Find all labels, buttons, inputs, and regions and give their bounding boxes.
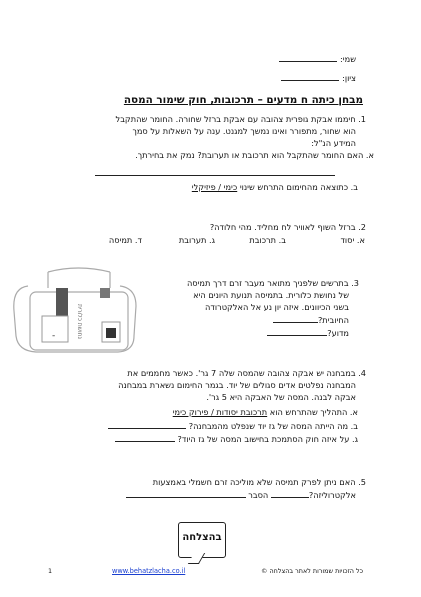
grade-field — [281, 71, 356, 84]
page-number: 1 — [48, 567, 53, 575]
q3-line-3: בשני הכיוונים. איזה יון נע אל האלקטרודה — [205, 302, 349, 312]
q4a-letter: א. — [349, 407, 358, 417]
q3-positive-label: החיובית? — [317, 315, 349, 325]
q4b — [108, 419, 358, 432]
q5-line-2: אלקטרוליזה? — [308, 490, 356, 500]
question-5 — [126, 476, 366, 501]
q1b-options[interactable]: כימי / פיזיקלי — [191, 182, 238, 192]
logo-tail — [188, 553, 205, 564]
page-title: מבחן כיתה ח מדעים – תרכובות, חוק שימור המסה — [123, 94, 363, 106]
figure-label: נחושת כלורית — [76, 304, 83, 339]
website-link[interactable]: www.behatzlacha.co.il — [112, 567, 186, 575]
q1b — [192, 181, 358, 193]
copyright-notice: כל הזכויות שמורות לאתר בהצלחה © — [261, 567, 363, 575]
q4-line-2: המבחנה נפלטים אדים סגולים של יוד. בגמר החימום נשארת במבחנה — [118, 380, 356, 390]
q1b-letter: ב. — [350, 182, 358, 192]
grade-blank[interactable] — [281, 71, 339, 81]
q4a-options[interactable]: תרכובת יסודות / פירוק כימי — [172, 407, 268, 417]
name-label: שמי: — [340, 54, 356, 64]
name-blank[interactable] — [279, 52, 337, 62]
q4-number: 4. — [358, 368, 366, 378]
minus-sign: - — [52, 331, 56, 341]
q4c-answer-line[interactable] — [115, 432, 175, 442]
electrolysis-figure — [8, 266, 143, 366]
q3-line-1: בתרשים שלפניך מתואר מעבר זרם דרך תמיסה — [186, 278, 349, 288]
question-1 — [115, 113, 374, 161]
q1a-letter: א. — [365, 150, 374, 160]
q2-option-b[interactable]: ב. תרכובת — [249, 235, 286, 245]
q1-line-2: הוא שחור, מתפורר ואינו נמשך למגנט. ענה על השאלות על סמך — [132, 126, 356, 136]
q2-option-d[interactable]: ד. תמיסה — [108, 235, 142, 245]
q3-line-2: של נחושת כלורית. בתמיסה תנועת היונים היא — [193, 290, 349, 300]
q3-why-answer[interactable] — [267, 326, 327, 336]
q3-why-label: מדוע? — [327, 328, 349, 338]
q4a — [173, 406, 358, 418]
q2-option-a[interactable]: א. יסוד — [340, 235, 365, 245]
q4b-answer-line[interactable] — [108, 419, 186, 429]
q4c — [115, 432, 358, 445]
q1-line-3: המידע הנ"ל: — [311, 138, 356, 148]
behatzlacha-logo — [178, 522, 226, 558]
question-4 — [118, 367, 366, 403]
question-3 — [187, 277, 359, 339]
q3-number: 3. — [351, 278, 359, 288]
q1b-text: כתוצאה מהחימום התרחש שינוי — [239, 182, 349, 192]
q1-line-1: חיממו אבקת גופרית צהובה עם אבקת ברזל שחורה. החומר שהתקבל — [115, 114, 356, 124]
name-field — [279, 52, 356, 65]
q1a-text: האם החומר שהתקבל הוא תרכובת או תערובת? נמק את בחירתך. — [135, 150, 364, 160]
q4c-text: על איזה חוק הסתמכת בחישוב המסה של גז היוד? — [177, 434, 350, 444]
q4-line-3: אבקה לבנה. המסה של האבקה היא 5 גר'. — [206, 392, 356, 402]
q5-reason-answer[interactable] — [126, 488, 246, 498]
q4-line-1: במבחנה יש אבקה צהובה שהמסה שלה 7 גר'. כאשר מחממים את — [127, 368, 356, 378]
logo-text: בהצלחה — [182, 532, 222, 543]
q1-number: 1. — [358, 114, 366, 124]
q5-line-1: האם ניתן לפרק תמיסה שלא מוליכה זרם חשמלי באמצעות — [152, 477, 356, 487]
q2-number: 2. — [358, 222, 366, 232]
q5-reason-label: הסבר — [248, 490, 269, 500]
q4b-letter: ב. — [350, 421, 358, 431]
q2-option-c[interactable]: ג. תערובת — [178, 235, 215, 245]
q5-yes-no-answer[interactable] — [271, 488, 309, 498]
q4c-letter: ג. — [352, 434, 358, 444]
grade-label: ציון: — [342, 73, 356, 83]
q3-ion-answer[interactable] — [273, 313, 318, 323]
q1a-answer-line[interactable] — [95, 175, 335, 176]
q4a-text: התהליך שהתרחש הוא — [269, 407, 348, 417]
question-2 — [210, 221, 366, 233]
q2-text: ברזל השוף לאוויר לח מחליד. מהי חלודה? — [209, 222, 356, 232]
q5-number: 5. — [358, 477, 366, 487]
q4b-text: מה הייתה המסה של גז יוד שנפלט מהמבחנה? — [188, 421, 349, 431]
